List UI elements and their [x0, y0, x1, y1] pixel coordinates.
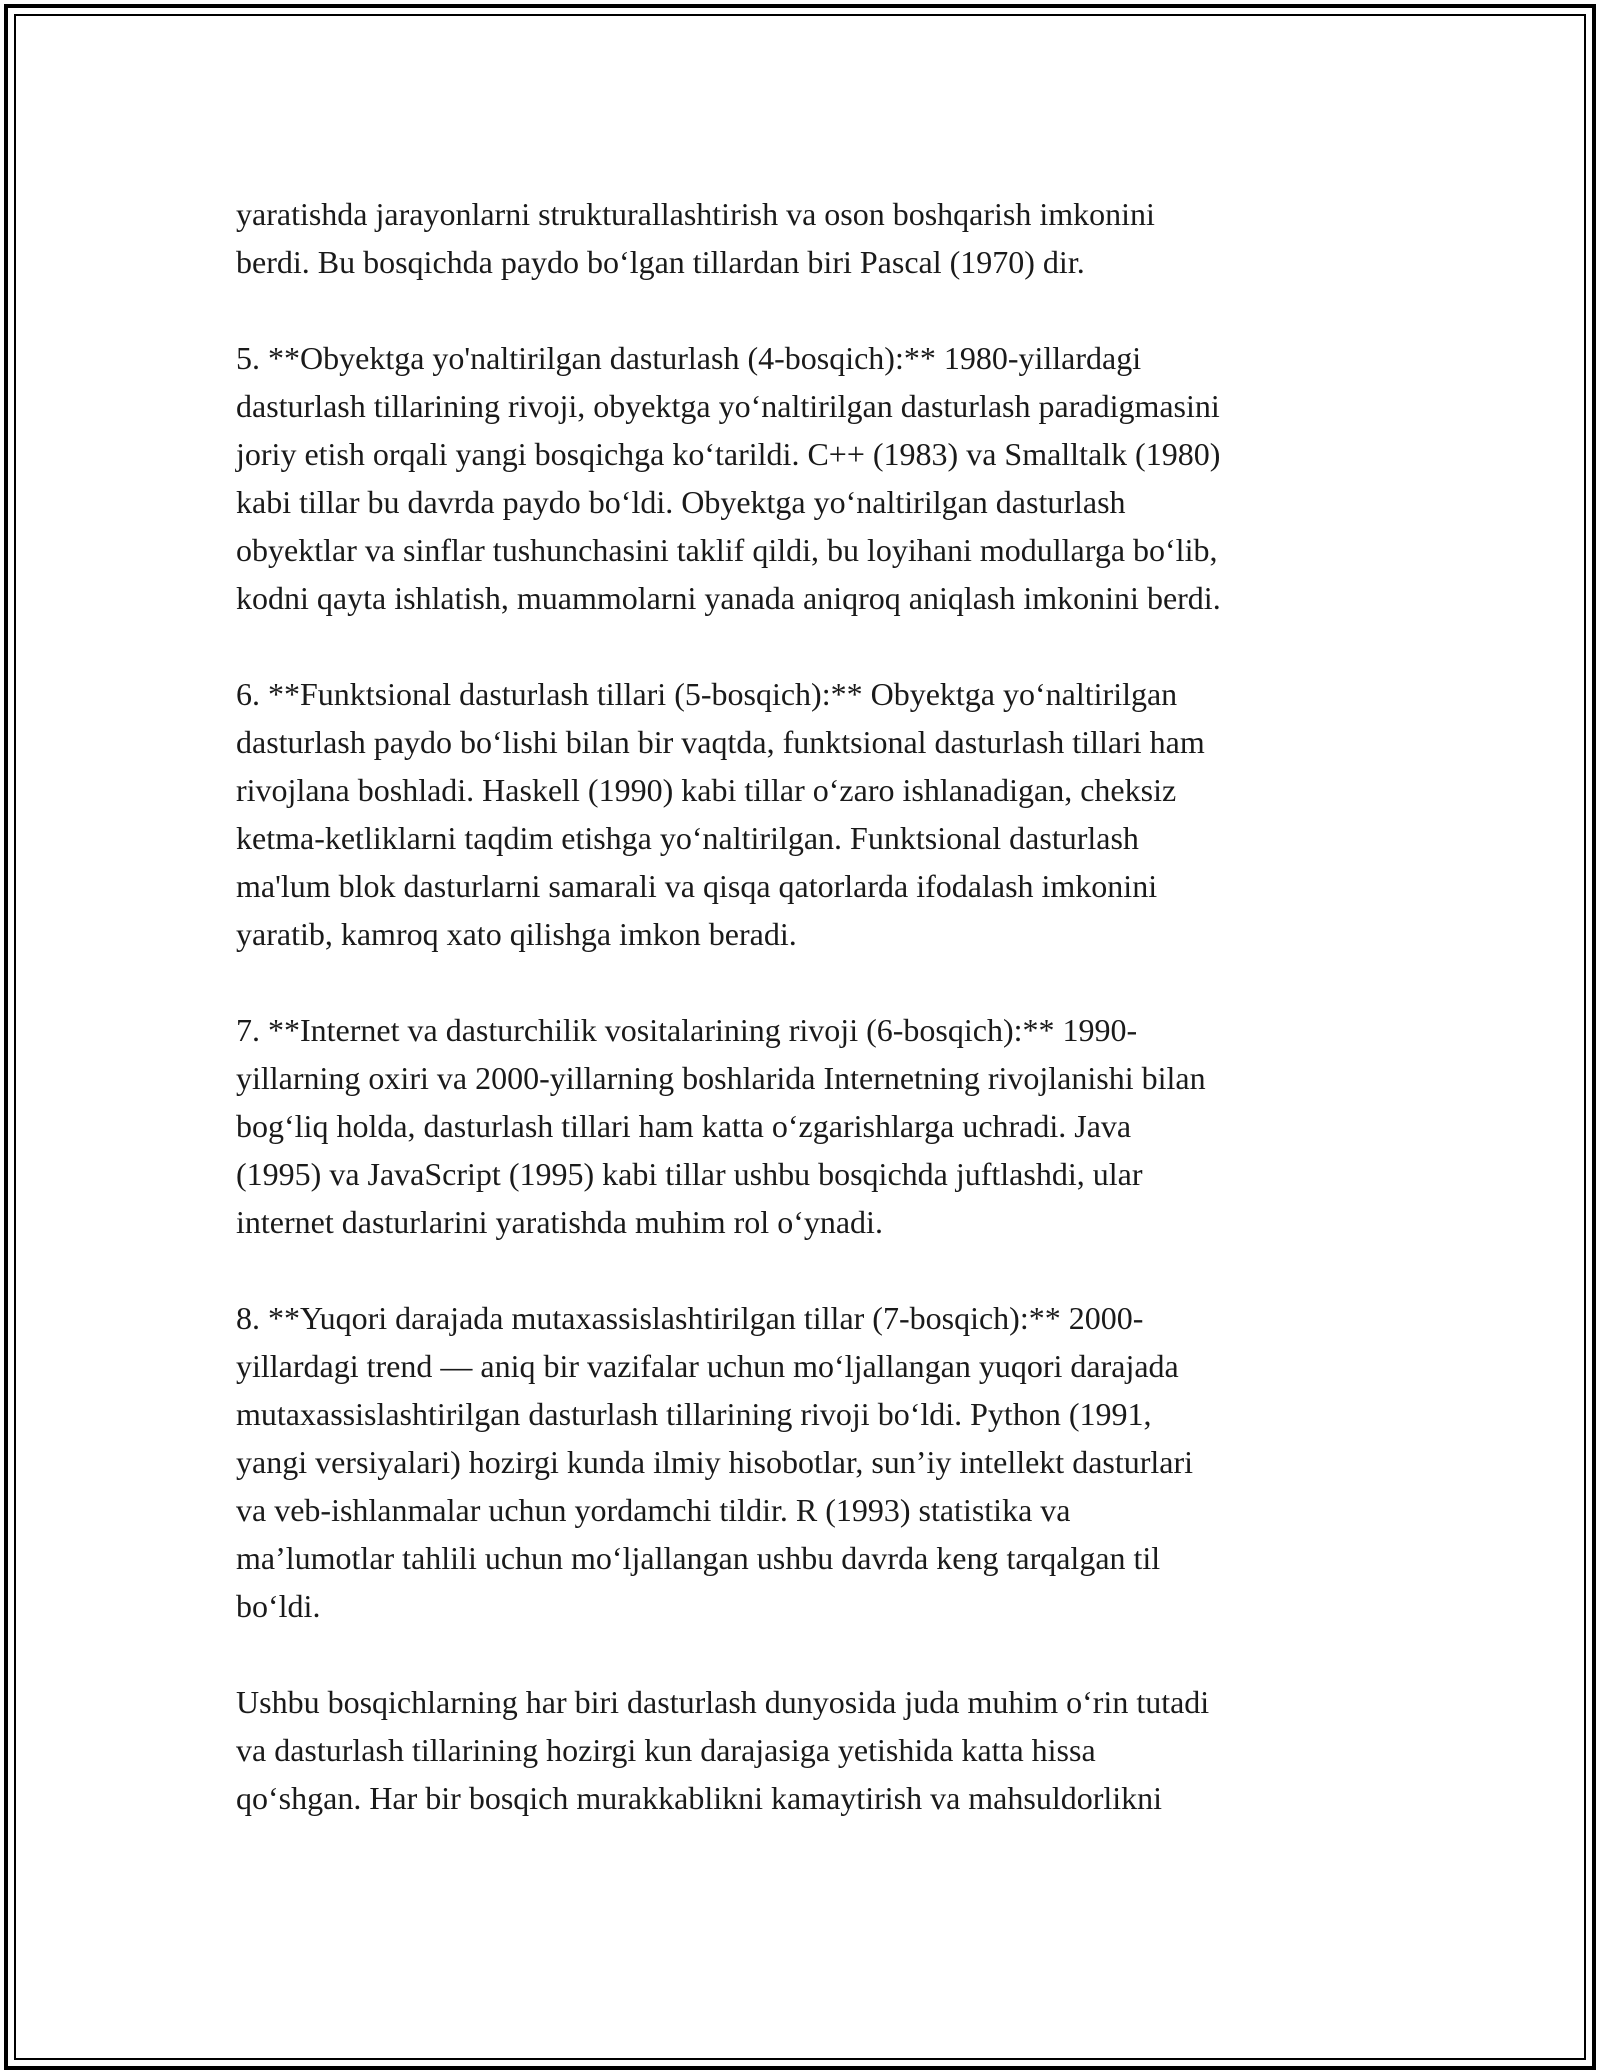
- paragraph-item-8: 8. **Yuqori darajada mutaxassislashtirilgan tillar (7-bosqich):** 2000- yillardagi trend — aniq bir vazifalar uchun mo‘ljallangan yuqori darajada mutaxassislashtirilgan dasturlash tillarining rivoji bo‘ldi. Python (1991, yangi versiyalari) hozirgi kunda ilmiy hisobotlar, sun’iy intellekt dasturlari va veb-ishlanmalar uchun yordamchi tildir. R (1993) statistika va ma’lumotlar tahlili uchun mo‘ljallangan ushbu davrda keng tarqalgan til bo‘ldi.: [236, 1300, 1194, 1624]
- paragraph-item-6: 6. **Funktsional dasturlash tillari (5-bosqich):** Obyektga yo‘naltirilgan dasturlash paydo bo‘lishi bilan bir vaqtda, funktsional dasturlash tillari ham rivojlana boshladi. Haskell (1990) kabi tillar o‘zaro ishlanadigan, cheksiz ketma-ketliklarni taqdim etishga yo‘naltirilgan. Funktsional dasturlash ma'lum blok dasturlarni samarali va qisqa qatorlarda ifodalash imkonini yaratib, kamroq xato qilishga imkon beradi.: [236, 676, 1205, 952]
- document-body: [236, 190, 1376, 1822]
- paragraph-conclusion: Ushbu bosqichlarning har biri dasturlash dunyosida juda muhim o‘rin tutadi va dasturlash tillarining hozirgi kun darajasiga yetishida katta hissa qo‘shgan. Har bir bosqich murakkablikni kamaytirish va mahsuldorlikni: [236, 1684, 1210, 1816]
- paragraph-item-7: 7. **Internet va dasturchilik vositalarining rivoji (6-bosqich):** 1990- yillarning oxiri va 2000-yillarning boshlarida Internetning rivojlanishi bilan bog‘liq holda, dasturlash tillari ham katta o‘zgarishlarga uchradi. Java (1995) va JavaScript (1995) kabi tillar ushbu bosqichda juftlashdi, ular internet dasturlarini yaratishda muhim rol o‘ynadi.: [236, 1012, 1206, 1240]
- paragraph-item-5: 5. **Obyektga yo'naltirilgan dasturlash (4-bosqich):** 1980-yillardagi dasturlash tillarining rivoji, obyektga yo‘naltirilgan dasturlash paradigmasini joriy etish orqali yangi bosqichga ko‘tarildi. C++ (1983) va Smalltalk (1980) kabi tillar bu davrda paydo bo‘ldi. Obyektga yo‘naltirilgan dasturlash obyektlar va sinflar tushunchasini taklif qildi, bu loyihani modullarga bo‘lib, kodni qayta ishlatish, muammolarni yanada aniqroq aniqlash imkonini berdi.: [236, 340, 1221, 616]
- paragraph-continuation: yaratishda jarayonlarni strukturallashtirish va oson boshqarish imkonini berdi. Bu bosqichda paydo bo‘lgan tillardan biri Pascal (1970) dir.: [236, 196, 1155, 280]
